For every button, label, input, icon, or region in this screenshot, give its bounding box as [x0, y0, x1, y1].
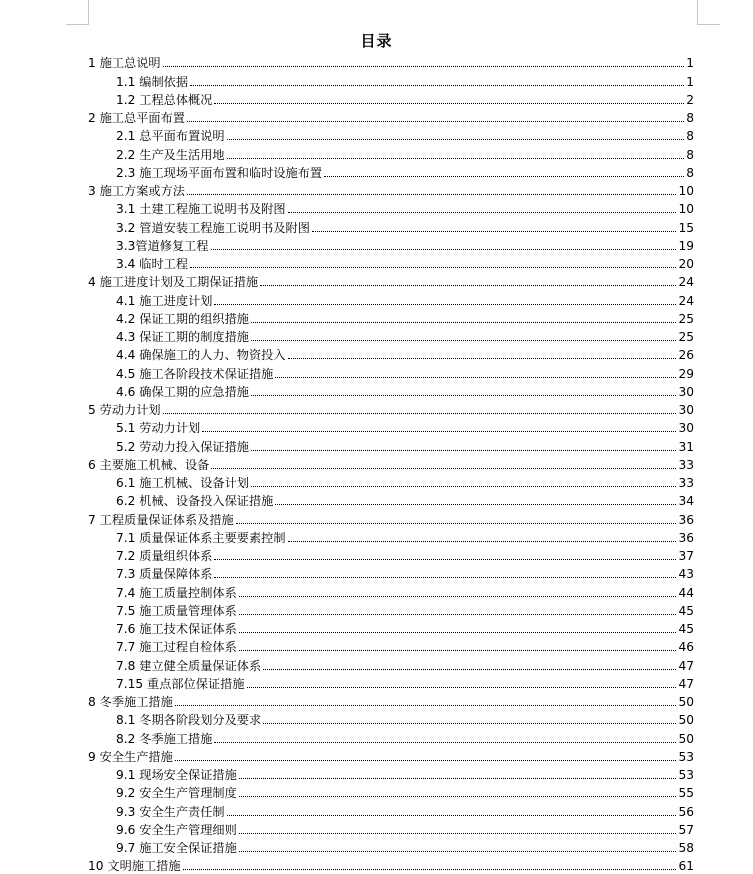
- dot-leader: [187, 120, 684, 122]
- toc-section-entry[interactable]: [88, 582, 694, 600]
- toc-section-entry[interactable]: [88, 345, 694, 363]
- toc-page-number: 43: [678, 567, 694, 582]
- toc-section-entry[interactable]: [88, 820, 694, 838]
- toc-section-entry[interactable]: [88, 163, 694, 181]
- toc-page-number: 61: [678, 859, 694, 874]
- toc-section-entry[interactable]: [88, 491, 694, 509]
- toc-section-entry[interactable]: [88, 637, 694, 655]
- dot-leader: [239, 777, 677, 779]
- toc-section-entry[interactable]: [88, 473, 694, 491]
- toc-page-number: 24: [678, 275, 694, 290]
- toc-chapter-entry[interactable]: [88, 856, 694, 874]
- toc-section-entry[interactable]: [88, 290, 694, 308]
- dot-leader: [214, 303, 676, 305]
- toc-section-entry[interactable]: [88, 236, 694, 254]
- toc-page-number: 30: [678, 384, 694, 399]
- dot-leader: [227, 157, 685, 159]
- toc-page-number: 34: [678, 494, 694, 509]
- toc-page-number: 25: [678, 330, 694, 344]
- toc-entry-label: 7.1 质量保证体系主要要素控制: [116, 530, 286, 545]
- toc-section-entry[interactable]: [88, 546, 694, 564]
- dot-leader: [239, 649, 677, 651]
- toc-page-number: 30: [678, 421, 694, 436]
- dot-leader: [263, 722, 676, 724]
- toc-page-number: 45: [678, 603, 694, 618]
- toc-entry-label: 7 工程质量保证体系及措施: [88, 512, 234, 527]
- toc-entry-label: 8 冬季施工措施: [88, 695, 173, 709]
- toc-section-entry[interactable]: [88, 71, 694, 89]
- toc-entry-label: 3.1 土建工程施工说明书及附图: [116, 202, 286, 217]
- toc-page-number: 8: [686, 165, 694, 180]
- dot-leader: [214, 558, 676, 560]
- toc-section-entry[interactable]: [88, 126, 694, 144]
- dot-leader: [239, 613, 677, 615]
- toc-page-number: 24: [678, 293, 694, 308]
- dot-leader: [239, 595, 677, 597]
- toc-entry-label: 5.2 劳动力投入保证措施: [116, 439, 249, 454]
- toc-entry-label: 2.2 生产及生活用地: [116, 147, 225, 162]
- toc-entry-label: 2 施工总平面布置: [88, 111, 185, 125]
- toc-page-number: 37: [678, 549, 694, 563]
- toc-section-entry[interactable]: [88, 254, 694, 272]
- toc-entry-label: 7.8 建立健全质量保证体系: [116, 658, 262, 673]
- toc-page-number: 47: [678, 658, 694, 673]
- toc-page-number: 8: [686, 147, 694, 162]
- toc-entry-label: 7.3 质量保障体系: [116, 567, 213, 582]
- toc-page-number: 10: [678, 184, 694, 198]
- toc-chapter-entry[interactable]: [88, 455, 694, 473]
- toc-section-entry[interactable]: [88, 765, 694, 783]
- toc-chapter-entry[interactable]: [88, 272, 694, 290]
- toc-page-number: 57: [678, 822, 694, 837]
- toc-entry-label: 1.1 编制依据: [116, 74, 189, 89]
- toc-section-entry[interactable]: [88, 838, 694, 856]
- toc-entry-label: 2.1 总平面布置说明: [116, 129, 225, 144]
- toc-page-number: 30: [678, 403, 694, 417]
- toc-section-entry[interactable]: [88, 564, 694, 582]
- toc-entry-label: 4.3 保证工期的制度措施: [116, 330, 249, 344]
- dot-leader: [175, 704, 677, 706]
- toc-section-entry[interactable]: [88, 363, 694, 381]
- dot-leader: [211, 467, 676, 469]
- dot-leader: [175, 759, 677, 761]
- toc-section-entry[interactable]: [88, 436, 694, 454]
- toc-entry-label: 3.4 临时工程: [116, 257, 189, 271]
- toc-entry-label: 2.3 施工现场平面布置和临时设施布置: [116, 165, 323, 180]
- dot-leader: [214, 576, 676, 578]
- dot-leader: [239, 850, 677, 852]
- toc-entry-label: 4 施工进度计划及工期保证措施: [88, 275, 259, 290]
- toc-chapter-entry[interactable]: [88, 509, 694, 527]
- toc-section-entry[interactable]: [88, 199, 694, 217]
- toc-page-number: 15: [678, 220, 694, 235]
- dot-leader: [183, 868, 677, 870]
- toc-entry-label: 4.5 施工各阶段技术保证措施: [116, 366, 274, 381]
- toc-chapter-entry[interactable]: [88, 747, 694, 765]
- toc-section-entry[interactable]: [88, 418, 694, 436]
- dot-leader: [251, 394, 677, 396]
- toc-entry-label: 1 施工总说明: [88, 56, 161, 71]
- dot-leader: [236, 522, 677, 524]
- toc-page-number: 26: [678, 348, 694, 363]
- toc-entry-label: 9.7 施工安全保证措施: [116, 841, 237, 855]
- toc-entry-label: 3.2 管道安装工程施工说明书及附图: [116, 220, 310, 235]
- dot-leader: [163, 65, 685, 67]
- crop-mark-top-right: [697, 0, 720, 25]
- toc-section-entry[interactable]: [88, 217, 694, 235]
- dot-leader: [251, 339, 677, 341]
- toc-page-number: 8: [686, 111, 694, 125]
- toc-entry-label: 5 劳动力计划: [88, 403, 161, 417]
- toc-chapter-entry[interactable]: [88, 53, 694, 71]
- toc-entry-label: 8.1 冬期各阶段划分及要求: [116, 713, 262, 728]
- toc-page-number: 10: [678, 202, 694, 217]
- toc-page-number: 58: [678, 841, 694, 855]
- toc-page-number: 33: [678, 457, 694, 472]
- toc-section-entry[interactable]: [88, 327, 694, 345]
- toc-page-number: 50: [678, 695, 694, 709]
- dot-leader: [214, 741, 676, 743]
- toc-page-number: 55: [678, 786, 694, 801]
- toc-page-number: 8: [686, 129, 694, 144]
- dot-leader: [251, 449, 677, 451]
- toc-section-entry[interactable]: [88, 728, 694, 746]
- toc-section-entry[interactable]: [88, 601, 694, 619]
- toc-page-number: 1: [686, 74, 694, 89]
- toc-page-number: 45: [678, 622, 694, 636]
- toc-section-entry[interactable]: [88, 382, 694, 400]
- toc-page-number: 1: [686, 56, 694, 71]
- toc-section-entry[interactable]: [88, 655, 694, 673]
- toc-page-number: 36: [678, 530, 694, 545]
- toc-page-number: 31: [678, 439, 694, 454]
- dot-leader: [251, 485, 677, 487]
- toc-entry-label: 3.3管道修复工程: [116, 238, 209, 253]
- dot-leader: [275, 376, 676, 378]
- toc-entry-label: 3 施工方案或方法: [88, 184, 185, 198]
- toc-entry-label: 9.3 安全生产责任制: [116, 804, 225, 819]
- toc-entry-label: 7.15 重点部位保证措施: [116, 676, 245, 691]
- toc-section-entry[interactable]: [88, 674, 694, 692]
- toc-entry-label: 4.4 确保施工的人力、物资投入: [116, 348, 286, 363]
- toc-entry-label: 9 安全生产措施: [88, 749, 173, 764]
- toc-entry-label: 5.1 劳动力计划: [116, 421, 201, 436]
- dot-leader: [202, 430, 676, 432]
- toc-entry-label: 7.2 质量组织体系: [116, 549, 213, 563]
- toc-page-number: 56: [678, 804, 694, 819]
- toc-page-number: 25: [678, 311, 694, 326]
- toc-section-entry[interactable]: [88, 309, 694, 327]
- dot-leader: [239, 832, 677, 834]
- toc-title: 目录: [360, 32, 393, 50]
- dot-leader: [227, 138, 685, 140]
- dot-leader: [275, 503, 676, 505]
- toc-page-number: 46: [678, 640, 694, 655]
- dot-leader: [324, 175, 684, 177]
- toc-chapter-entry[interactable]: [88, 400, 694, 418]
- toc-entry-label: 8.2 冬季施工措施: [116, 731, 213, 746]
- dot-leader: [211, 248, 677, 250]
- toc-entry-label: 4.2 保证工期的组织措施: [116, 311, 249, 326]
- dot-leader: [288, 540, 677, 542]
- dot-leader: [214, 102, 684, 104]
- toc-entry-label: 7.5 施工质量管理体系: [116, 603, 237, 618]
- dot-leader: [288, 211, 677, 213]
- toc-page-number: 36: [678, 512, 694, 527]
- toc-chapter-entry[interactable]: [88, 108, 694, 126]
- toc-entry-label: 4.1 施工进度计划: [116, 293, 213, 308]
- toc-page-number: 50: [678, 713, 694, 728]
- dot-leader: [227, 814, 677, 816]
- toc-entry-label: 6 主要施工机械、设备: [88, 457, 210, 472]
- toc-section-entry[interactable]: [88, 801, 694, 819]
- toc-chapter-entry[interactable]: [88, 692, 694, 710]
- dot-leader: [190, 266, 676, 268]
- dot-leader: [190, 84, 684, 86]
- toc-entry-label: 9.1 现场安全保证措施: [116, 768, 237, 782]
- toc-entry-label: 9.6 安全生产管理细则: [116, 822, 237, 837]
- toc-entry-label: 7.6 施工技术保证体系: [116, 622, 237, 636]
- toc-page-number: 53: [678, 749, 694, 764]
- toc-page-number: 50: [678, 731, 694, 746]
- toc-entry-label: 6.1 施工机械、设备计划: [116, 476, 249, 490]
- toc-entry-label: 9.2 安全生产管理制度: [116, 786, 237, 801]
- dot-leader: [187, 193, 677, 195]
- toc-entry-label: 7.7 施工过程自检体系: [116, 640, 237, 655]
- toc-entry-label: 6.2 机械、设备投入保证措施: [116, 494, 274, 509]
- table-of-contents: [88, 53, 694, 874]
- toc-page-number: 47: [678, 676, 694, 691]
- dot-leader: [260, 284, 676, 286]
- toc-page-number: 53: [678, 768, 694, 782]
- dot-leader: [263, 668, 676, 670]
- dot-leader: [163, 412, 677, 414]
- dot-leader: [239, 631, 677, 633]
- toc-section-entry[interactable]: [88, 528, 694, 546]
- toc-page-number: 29: [678, 366, 694, 381]
- dot-leader: [288, 357, 677, 359]
- toc-page-number: 19: [678, 238, 694, 253]
- toc-section-entry[interactable]: [88, 619, 694, 637]
- toc-section-entry[interactable]: [88, 783, 694, 801]
- crop-mark-top-left: [66, 0, 89, 25]
- dot-leader: [247, 686, 677, 688]
- toc-entry-label: 7.4 施工质量控制体系: [116, 585, 237, 600]
- toc-page-number: 20: [678, 257, 694, 271]
- toc-entry-label: 10 文明施工措施: [88, 859, 181, 874]
- toc-entry-label: 1.2 工程总体概况: [116, 92, 213, 107]
- toc-entry-label: 4.6 确保工期的应急措施: [116, 384, 249, 399]
- toc-page-number: 2: [686, 92, 694, 107]
- dot-leader: [239, 795, 677, 797]
- toc-page-number: 33: [678, 476, 694, 490]
- dot-leader: [312, 230, 677, 232]
- toc-section-entry[interactable]: [88, 144, 694, 162]
- toc-section-entry[interactable]: [88, 710, 694, 728]
- toc-chapter-entry[interactable]: [88, 181, 694, 199]
- toc-page-number: 44: [678, 585, 694, 600]
- dot-leader: [251, 321, 677, 323]
- toc-section-entry[interactable]: [88, 90, 694, 108]
